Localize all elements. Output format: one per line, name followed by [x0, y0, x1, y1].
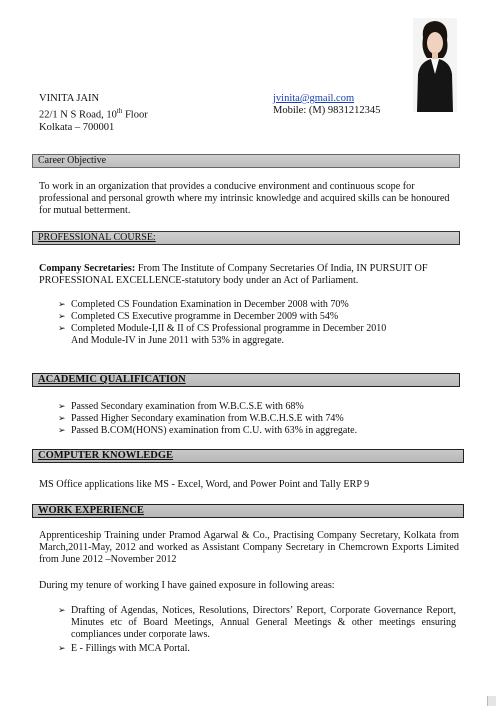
- section-bar-work: [32, 504, 464, 518]
- section-title-career: Career Objective: [38, 155, 107, 166]
- section-title-work: WORK EXPERIENCE: [38, 505, 144, 516]
- professional-list: [58, 299, 458, 347]
- list-item: ➢ E - Fillings with MCA Portal.: [58, 643, 456, 655]
- work-list: [58, 605, 456, 655]
- section-title-academic: ACADEMIC QUALIFICATION: [38, 374, 186, 385]
- section-bar-academic: [32, 373, 460, 387]
- list-item: ➢ Passed Higher Secondary examination from W.B.C.H.S.E with 74%: [58, 413, 458, 425]
- address-block: [39, 93, 148, 134]
- work-intro: During my tenure of working I have gained exposure in following areas:: [39, 580, 335, 591]
- email-link[interactable]: jvinita@gmail.com: [273, 93, 355, 104]
- candidate-name: VINITA JAIN: [39, 93, 100, 104]
- list-item: ➢ Completed CS Foundation Examination in December 2008 with 70%: [58, 299, 458, 311]
- work-text: Apprenticeship Training under Pramod Agarwal & Co., Practising Company Secretary, Kolkata from March,2011-May, 2012 and worked as Assistant Company Secretary in Chemcrown Exports Limited from June 2012 –November 2012: [39, 530, 459, 565]
- list-item: ➢ Completed Module-I,II & II of CS Professional programme in December 2010: [58, 323, 458, 335]
- list-item: ➢ Completed CS Executive programme in December 2009 with 54%: [58, 311, 458, 323]
- address-line-1: 22/1 N S Road, 10th Floor: [39, 107, 148, 121]
- scroll-corner[interactable]: [487, 696, 496, 706]
- list-item: ➢ Passed B.COM(HONS) examination from C.U. with 63% in aggregate.: [58, 425, 458, 437]
- professional-text: [39, 263, 459, 287]
- career-text: To work in an organization that provides a conducive environment and continuous scope for professional and personal growth where my intrinsic knowledge and acquired skills can be honoured for mutual betterment.: [39, 181, 450, 216]
- section-title-professional: PROFESSIONAL COURSE:: [38, 232, 156, 243]
- list-item: And Module-IV in June 2011 with 53% in aggregate.: [71, 335, 285, 346]
- profile-photo: [413, 18, 457, 112]
- section-bar-career: [32, 154, 460, 168]
- contact-block: [273, 93, 380, 117]
- section-bar-professional: [32, 231, 460, 245]
- section-bar-computer: [32, 449, 464, 463]
- list-item: ➢ Drafting of Agendas, Notices, Resolutions, Directors’ Report, Corporate Governance Report, Minutes etc of Board Meetings, Annual General Meetings & other meetings ensuring compliances under corporate laws.: [58, 605, 456, 641]
- professional-body: From The Institute of Company Secretaries Of India, IN PURSUIT OF PROFESSIONAL EXCELLENCE-statutory body under an Act of Parliament.: [39, 263, 428, 286]
- mobile-number: Mobile: (M) 9831212345: [273, 105, 381, 116]
- list-item: ➢ Passed Secondary examination from W.B.C.S.E with 68%: [58, 401, 458, 413]
- address-line-2: Kolkata – 700001: [39, 121, 115, 133]
- professional-label: Company Secretaries:: [39, 263, 136, 274]
- section-title-computer: COMPUTER KNOWLEDGE: [38, 450, 174, 461]
- academic-list: [58, 401, 458, 437]
- computer-text: MS Office applications like MS - Excel, Word, and Power Point and Tally ERP 9: [39, 479, 370, 490]
